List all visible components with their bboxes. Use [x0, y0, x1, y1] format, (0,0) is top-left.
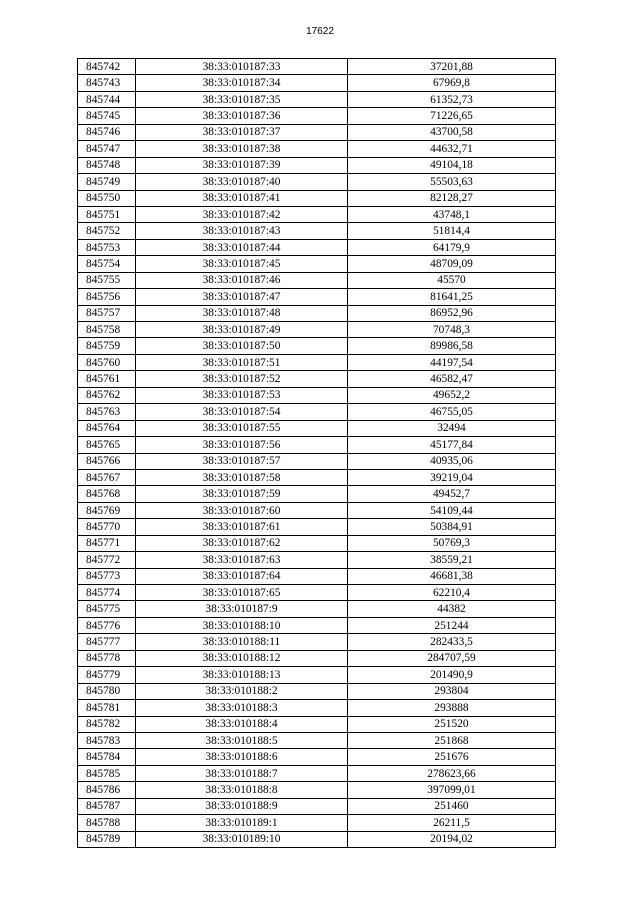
cadastral-number-cell: 38:33:010187:63 — [136, 552, 348, 568]
table-row — [78, 108, 556, 124]
table-row — [78, 552, 556, 568]
value-cell: 32494 — [348, 420, 556, 436]
table-row — [78, 59, 556, 75]
table-row — [78, 420, 556, 436]
value-cell: 49104,18 — [348, 157, 556, 173]
cadastral-number-cell: 38:33:010188:2 — [136, 683, 348, 699]
table-row — [78, 683, 556, 699]
cadastral-number-cell: 38:33:010188:5 — [136, 732, 348, 748]
cadastral-number-cell: 38:33:010187:57 — [136, 453, 348, 469]
table-row — [78, 716, 556, 732]
table-row — [78, 798, 556, 814]
table-body — [78, 59, 556, 848]
table-row — [78, 190, 556, 206]
table-row — [78, 124, 556, 140]
row-number-cell: 845746 — [78, 124, 136, 140]
row-number-cell: 845785 — [78, 765, 136, 781]
table-row — [78, 617, 556, 633]
row-number-cell: 845784 — [78, 749, 136, 765]
cadastral-number-cell: 38:33:010188:7 — [136, 765, 348, 781]
value-cell: 251676 — [348, 749, 556, 765]
table-row — [78, 732, 556, 748]
cadastral-number-cell: 38:33:010188:8 — [136, 782, 348, 798]
cadastral-number-cell: 38:33:010187:40 — [136, 174, 348, 190]
row-number-cell: 845752 — [78, 223, 136, 239]
table-row — [78, 519, 556, 535]
value-cell: 278623,66 — [348, 765, 556, 781]
row-number-cell: 845759 — [78, 338, 136, 354]
cadastral-number-cell: 38:33:010188:3 — [136, 700, 348, 716]
cadastral-number-cell: 38:33:010188:10 — [136, 617, 348, 633]
value-cell: 45570 — [348, 272, 556, 288]
row-number-cell: 845781 — [78, 700, 136, 716]
cadastral-number-cell: 38:33:010187:58 — [136, 469, 348, 485]
cadastral-number-cell: 38:33:010187:33 — [136, 59, 348, 75]
cadastral-number-cell: 38:33:010187:42 — [136, 206, 348, 222]
row-number-cell: 845775 — [78, 601, 136, 617]
table-row — [78, 634, 556, 650]
cadastral-number-cell: 38:33:010187:49 — [136, 322, 348, 338]
value-cell: 44382 — [348, 601, 556, 617]
value-cell: 46582,47 — [348, 371, 556, 387]
table-row — [78, 831, 556, 847]
row-number-cell: 845754 — [78, 256, 136, 272]
row-number-cell: 845786 — [78, 782, 136, 798]
table-row — [78, 75, 556, 91]
table-row — [78, 404, 556, 420]
cadastral-number-cell: 38:33:010188:13 — [136, 667, 348, 683]
cadastral-number-cell: 38:33:010187:60 — [136, 502, 348, 518]
row-number-cell: 845789 — [78, 831, 136, 847]
row-number-cell: 845748 — [78, 157, 136, 173]
row-number-cell: 845763 — [78, 404, 136, 420]
cadastral-number-cell: 38:33:010187:39 — [136, 157, 348, 173]
value-cell: 82128,27 — [348, 190, 556, 206]
table-row — [78, 387, 556, 403]
value-cell: 40935,06 — [348, 453, 556, 469]
table-row — [78, 322, 556, 338]
table-row — [78, 437, 556, 453]
value-cell: 45177,84 — [348, 437, 556, 453]
row-number-cell: 845767 — [78, 469, 136, 485]
cadastral-number-cell: 38:33:010187:64 — [136, 568, 348, 584]
value-cell: 38559,21 — [348, 552, 556, 568]
table-row — [78, 568, 556, 584]
cadastral-number-cell: 38:33:010187:45 — [136, 256, 348, 272]
row-number-cell: 845773 — [78, 568, 136, 584]
cadastral-number-cell: 38:33:010187:47 — [136, 289, 348, 305]
table-row — [78, 700, 556, 716]
row-number-cell: 845780 — [78, 683, 136, 699]
table-row — [78, 141, 556, 157]
cadastral-number-cell: 38:33:010187:35 — [136, 91, 348, 107]
cadastral-number-cell: 38:33:010187:55 — [136, 420, 348, 436]
value-cell: 54109,44 — [348, 502, 556, 518]
row-number-cell: 845779 — [78, 667, 136, 683]
row-number-cell: 845787 — [78, 798, 136, 814]
cadastral-number-cell: 38:33:010187:41 — [136, 190, 348, 206]
table-row — [78, 256, 556, 272]
row-number-cell: 845778 — [78, 650, 136, 666]
page-number: 17622 — [306, 26, 334, 37]
cadastral-number-cell: 38:33:010187:48 — [136, 305, 348, 321]
row-number-cell: 845777 — [78, 634, 136, 650]
table-row — [78, 371, 556, 387]
row-number-cell: 845761 — [78, 371, 136, 387]
table-row — [78, 469, 556, 485]
value-cell: 46681,38 — [348, 568, 556, 584]
value-cell: 70748,3 — [348, 322, 556, 338]
table-row — [78, 749, 556, 765]
cadastral-number-cell: 38:33:010187:43 — [136, 223, 348, 239]
table-row — [78, 289, 556, 305]
cadastral-number-cell: 38:33:010187:38 — [136, 141, 348, 157]
value-cell: 282433,5 — [348, 634, 556, 650]
value-cell: 81641,25 — [348, 289, 556, 305]
value-cell: 50769,3 — [348, 535, 556, 551]
row-number-cell: 845764 — [78, 420, 136, 436]
row-number-cell: 845772 — [78, 552, 136, 568]
row-number-cell: 845766 — [78, 453, 136, 469]
cadastral-number-cell: 38:33:010188:9 — [136, 798, 348, 814]
value-cell: 293804 — [348, 683, 556, 699]
row-number-cell: 845744 — [78, 91, 136, 107]
cadastral-number-cell: 38:33:010187:34 — [136, 75, 348, 91]
value-cell: 86952,96 — [348, 305, 556, 321]
value-cell: 37201,88 — [348, 59, 556, 75]
row-number-cell: 845760 — [78, 354, 136, 370]
table-row — [78, 206, 556, 222]
row-number-cell: 845769 — [78, 502, 136, 518]
cadastral-number-cell: 38:33:010187:52 — [136, 371, 348, 387]
cadastral-number-cell: 38:33:010187:46 — [136, 272, 348, 288]
row-number-cell: 845747 — [78, 141, 136, 157]
table-row — [78, 91, 556, 107]
value-cell: 55503,63 — [348, 174, 556, 190]
value-cell: 26211,5 — [348, 815, 556, 831]
cadastral-number-cell: 38:33:010188:11 — [136, 634, 348, 650]
table-row — [78, 354, 556, 370]
cadastral-number-cell: 38:33:010187:61 — [136, 519, 348, 535]
value-cell: 48709,09 — [348, 256, 556, 272]
row-number-cell: 845788 — [78, 815, 136, 831]
cadastral-number-cell: 38:33:010187:50 — [136, 338, 348, 354]
table-row — [78, 453, 556, 469]
value-cell: 64179,9 — [348, 239, 556, 255]
cadastral-number-cell: 38:33:010187:51 — [136, 354, 348, 370]
value-cell: 71226,65 — [348, 108, 556, 124]
table-row — [78, 223, 556, 239]
table-row — [78, 650, 556, 666]
cadastral-number-cell: 38:33:010188:12 — [136, 650, 348, 666]
table-row — [78, 585, 556, 601]
value-cell: 89986,58 — [348, 338, 556, 354]
value-cell: 201490,9 — [348, 667, 556, 683]
row-number-cell: 845750 — [78, 190, 136, 206]
cadastral-number-cell: 38:33:010187:9 — [136, 601, 348, 617]
table-row — [78, 815, 556, 831]
value-cell: 46755,05 — [348, 404, 556, 420]
value-cell: 49452,7 — [348, 486, 556, 502]
cadastral-number-cell: 38:33:010187:54 — [136, 404, 348, 420]
cadastral-number-cell: 38:33:010187:62 — [136, 535, 348, 551]
row-number-cell: 845770 — [78, 519, 136, 535]
table-row — [78, 272, 556, 288]
value-cell: 20194,02 — [348, 831, 556, 847]
table-row — [78, 239, 556, 255]
value-cell: 251868 — [348, 732, 556, 748]
cadastral-number-cell: 38:33:010187:65 — [136, 585, 348, 601]
cadastral-number-cell: 38:33:010188:4 — [136, 716, 348, 732]
table-row — [78, 601, 556, 617]
value-cell: 39219,04 — [348, 469, 556, 485]
value-cell: 251460 — [348, 798, 556, 814]
value-cell: 397099,01 — [348, 782, 556, 798]
table-row — [78, 305, 556, 321]
cadastral-number-cell: 38:33:010187:44 — [136, 239, 348, 255]
value-cell: 50384,91 — [348, 519, 556, 535]
value-cell: 51814,4 — [348, 223, 556, 239]
row-number-cell: 845762 — [78, 387, 136, 403]
value-cell: 251520 — [348, 716, 556, 732]
table-row — [78, 338, 556, 354]
value-cell: 43748,1 — [348, 206, 556, 222]
table-row — [78, 502, 556, 518]
value-cell: 251244 — [348, 617, 556, 633]
row-number-cell: 845765 — [78, 437, 136, 453]
row-number-cell: 845771 — [78, 535, 136, 551]
row-number-cell: 845753 — [78, 239, 136, 255]
cadastral-number-cell: 38:33:010189:10 — [136, 831, 348, 847]
cadastral-number-cell: 38:33:010187:56 — [136, 437, 348, 453]
cadastral-number-cell: 38:33:010188:6 — [136, 749, 348, 765]
table-row — [78, 667, 556, 683]
row-number-cell: 845751 — [78, 206, 136, 222]
value-cell: 43700,58 — [348, 124, 556, 140]
table-row — [78, 782, 556, 798]
table-row — [78, 765, 556, 781]
row-number-cell: 845756 — [78, 289, 136, 305]
value-cell: 44197,54 — [348, 354, 556, 370]
cadastral-number-cell: 38:33:010187:36 — [136, 108, 348, 124]
row-number-cell: 845768 — [78, 486, 136, 502]
value-cell: 44632,71 — [348, 141, 556, 157]
table-row — [78, 535, 556, 551]
row-number-cell: 845774 — [78, 585, 136, 601]
row-number-cell: 845782 — [78, 716, 136, 732]
row-number-cell: 845783 — [78, 732, 136, 748]
value-cell: 293888 — [348, 700, 556, 716]
cadastral-number-cell: 38:33:010187:59 — [136, 486, 348, 502]
row-number-cell: 845749 — [78, 174, 136, 190]
row-number-cell: 845755 — [78, 272, 136, 288]
value-cell: 62210,4 — [348, 585, 556, 601]
cadastral-number-cell: 38:33:010187:37 — [136, 124, 348, 140]
row-number-cell: 845757 — [78, 305, 136, 321]
cadastral-table — [77, 58, 556, 848]
row-number-cell: 845743 — [78, 75, 136, 91]
table-row — [78, 174, 556, 190]
row-number-cell: 845745 — [78, 108, 136, 124]
cadastral-number-cell: 38:33:010189:1 — [136, 815, 348, 831]
table-row — [78, 486, 556, 502]
value-cell: 67969,8 — [348, 75, 556, 91]
row-number-cell: 845776 — [78, 617, 136, 633]
value-cell: 284707,59 — [348, 650, 556, 666]
table-row — [78, 157, 556, 173]
row-number-cell: 845758 — [78, 322, 136, 338]
row-number-cell: 845742 — [78, 59, 136, 75]
value-cell: 49652,2 — [348, 387, 556, 403]
cadastral-number-cell: 38:33:010187:53 — [136, 387, 348, 403]
value-cell: 61352,73 — [348, 91, 556, 107]
